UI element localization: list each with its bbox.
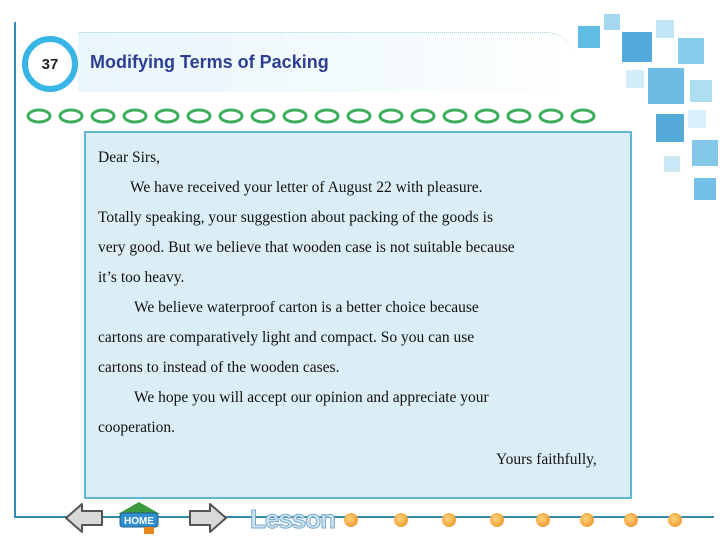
left-arrow-icon xyxy=(62,500,106,536)
home-label: HOME xyxy=(124,516,154,527)
letter-line: Totally speaking, your suggestion about packing of the goods is xyxy=(98,209,493,226)
lesson-link[interactable] xyxy=(344,513,358,527)
lesson-link[interactable] xyxy=(536,513,550,527)
lesson-link[interactable] xyxy=(442,513,456,527)
lesson-link[interactable] xyxy=(580,513,594,527)
slide-number-badge xyxy=(22,36,78,92)
letter-closing: Yours faithfully, xyxy=(496,451,597,468)
home-button[interactable] xyxy=(112,500,166,536)
letter-line: cartons to instead of the wooden cases. xyxy=(98,359,340,376)
letter-line: it’s too heavy. xyxy=(98,269,185,286)
letter-line: very good. But we believe that wooden case is not suitable because xyxy=(98,239,515,256)
letter-line: We hope you will accept our opinion and appreciate your xyxy=(134,389,489,406)
letter-line: cooperation. xyxy=(98,419,176,436)
lesson-link[interactable] xyxy=(668,513,682,527)
lesson-link[interactable] xyxy=(394,513,408,527)
home-icon xyxy=(112,500,166,536)
letter-salutation: Dear Sirs, xyxy=(98,149,160,166)
lesson-link[interactable] xyxy=(624,513,638,527)
lesson-label: Lesson xyxy=(250,504,336,534)
slide-title: Modifying Terms of Packing xyxy=(90,52,329,72)
letter-line: We have received your letter of August 22 with pleasure. xyxy=(130,179,483,196)
right-arrow-icon xyxy=(186,500,230,536)
letter-box xyxy=(84,131,632,499)
frame-left-border xyxy=(14,22,16,518)
lesson-link[interactable] xyxy=(490,513,504,527)
letter-line: cartons are comparatively light and compact. So you can use xyxy=(98,329,475,346)
prev-button[interactable] xyxy=(62,500,106,536)
slide-number: 37 xyxy=(41,55,59,73)
decorative-ring-row xyxy=(24,108,614,124)
letter-line: We believe waterproof carton is a better choice because xyxy=(134,299,479,316)
next-button[interactable] xyxy=(186,500,230,536)
